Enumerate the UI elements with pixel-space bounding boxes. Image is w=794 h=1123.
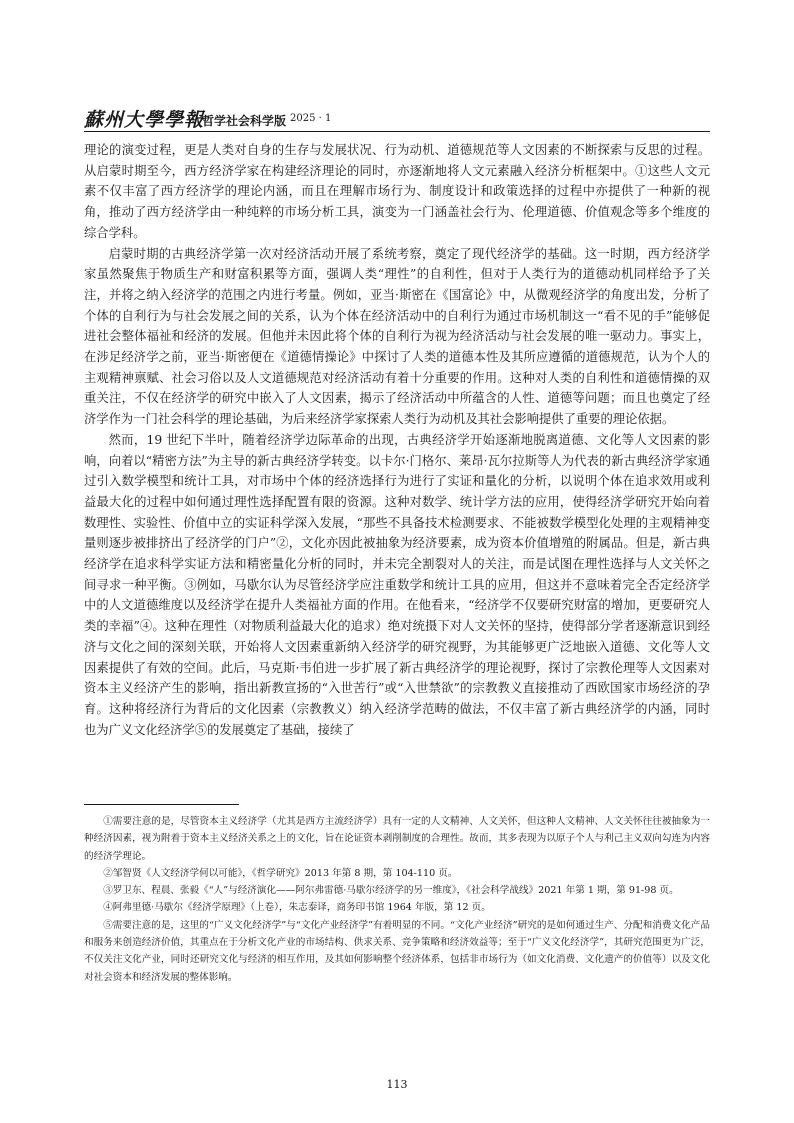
journal-logo: 蘇州大學學報 bbox=[84, 109, 205, 131]
footnote: ④阿弗里德·马歇尔《经济学原理》（上卷），朱志泰译，商务印书馆 1964 年版，第 12 页。 bbox=[103, 902, 491, 914]
footnotes bbox=[84, 813, 710, 986]
footnote: ①需要注意的是，尽管资本主义经济学（尤其是西方主流经济学）具有一定的人文精神、人文关怀，但这种人文精神、人文关怀往往被抽象为一种经济因素，视为附着于资本主义经济关系之上的文化，旨在论证资本剥削制度的合理性。故而，其多表现为以原子个人与利己主义双向勾连为内容的经济学理论。 bbox=[84, 816, 710, 862]
footnote: ③罗卫东、程晨、张毅《“人”与经济演化——阿尔弗雷德·马歇尔经济学的另一维度》，《社会科学战线》2021 年第 1 期，第 91-98 页。 bbox=[103, 885, 679, 897]
footnote: ②邹智贤《人文经济学何以可能》，《哲学研究》2013 年第 8 期，第 104-110 页。 bbox=[103, 867, 458, 879]
header-rule bbox=[84, 131, 710, 132]
page-number: 113 bbox=[386, 1078, 408, 1091]
paragraph: 然而，19 世纪下半叶，随着经济学边际革命的出现，古典经济学开始逐渐地脱离道德、文化等人文因素的影响，向着以“精密方法”为主导的新古典经济学转变。以卡尔·门格尔、莱昂·瓦尔拉斯等人为代表的新古典经济学家通过引入数学模型和统计工具，对市场中个体的经济选择行为进行了实证和量化的分析，以说明个体在追求效用或利益最大化的过程中如何通过理性选择配置有限的资源。这种对数学、统计学方法的应用，使得经济学研究开始向着数理性、实验性、价值中立的实证科学深入发展，“那些不具备技术检测要求、不能被数学模型化处理的主观精神变量则逐步被排挤出了经济学的门户”②，文化亦因此被抽象为经济要素，成为资本价值增殖的附属品。但是，新古典经济学在追求科学实证方法和精密量化分析的同时，并未完全割裂对人的关注，而是试图在理性选择与人文关怀之间寻求一种平衡。③例如，马歇尔认为尽管经济学应注重数学和统计工具的应用，但这并不意味着完全否定经济学中的人文道德维度以及经济学在提升人类福祉方面的作用。在他看来，“经济学不仅要研究财富的增加，更要研究人类的幸福”④。这种在理性（对物质利益最大化的追求）绝对统摄下对人文关怀的坚持，使得部分学者逐渐意识到经济与文化之间的深刻关联，开始将人文因素重新纳入经济学的研究视野，为其能够更广泛地嵌入道德、文化等人文因素提供了有效的空间。此后，马克斯·韦伯进一步扩展了新古典经济学的理论视野，探讨了宗教伦理等人文因素对资本主义经济产生的影响，指出新教宣扬的“入世苦行”或“入世禁欲”的宗教教义直接推动了西欧国家市场经济的孕育。这种将经济行为背后的文化因素（宗教教义）纳入经济学范畴的做法，不仅丰富了新古典经济学的内涵，同时也为广义文化经济学⑤的发展奠定了基础，接续了 bbox=[84, 432, 710, 737]
running-header bbox=[84, 103, 710, 131]
footnote: ⑤需要注意的是，这里的“广义文化经济学”与“文化产业经济学”有着明显的不同。“文化产业经济”研究的是如何通过生产、分配和消费文化产品和服务来创造经济价值，其重点在于分析文化产业的市场结构、供求关系、竞争策略和经济效益等；至于“广义文化经济学”，其研究范围更为广泛，不仅关注文化产业，同时还研究文化与经济的相互作用，及其如何影响整个经济体系，包括非市场行为（如文化消费、文化遗产的价值等）以及文化对社会资本和经济发展的整体影响。 bbox=[84, 919, 710, 983]
paragraph: 理论的演变过程，更是人类对自身的生存与发展状况、行为动机、道德规范等人文因素的不断探索与反思的过程。从启蒙时期至今，西方经济学家在构建经济理论的同时，亦逐渐地将人文元素融入经济分析框架中。①这些人文元素不仅丰富了西方经济学的理论内涵，而且在理解市场行为、制度设计和政策选择的过程中亦提供了一种新的视角，推动了西方经济学由一种纯粹的市场分析工具，演变为一门涵盖社会行为、伦理道德、价值观念等多个维度的综合学科。 bbox=[84, 143, 710, 240]
footnote-rule bbox=[84, 804, 239, 805]
body-text bbox=[84, 140, 710, 740]
issue-number: 2025 · 1 bbox=[290, 113, 332, 124]
paragraph: 启蒙时期的古典经济学第一次对经济活动开展了系统考察，奠定了现代经济学的基础。这一时期，西方经济学家虽然聚焦于物质生产和财富积累等方面，强调人类“理性”的自利性，但对于人类行为的道德动机同样给予了关注，并将之纳入经济学的范围之内进行考量。例如，亚当·斯密在《国富论》中，从微观经济学的角度出发，分析了个体的自利行为与社会发展之间的关系，认为个体在经济活动中的自利行为通过市场机制这一“看不见的手”能够促进社会整体福祉和经济的发展。但他并未因此将个体的自利行为视为经济活动与社会发展的唯一驱动力。事实上，在涉足经济学之前，亚当·斯密便在《道德情操论》中探讨了人类的道德本性及其所应遵循的道德规范，认为个人的主观精神禀赋、社会习俗以及人文道德规范对经济活动有着十分重要的作用。这种对人类的自利性和道德情操的双重关注，不仅在经济学的研究中嵌入了人文因素，揭示了经济活动中所蕴含的人性、道德等问题；而且也奠定了经济学作为一门社会科学的理论基础，为后来经济学家探索人类行为动机及其社会影响提供了重要的理论依据。 bbox=[84, 246, 710, 427]
journal-section: 哲学社会科学版 bbox=[202, 114, 287, 128]
